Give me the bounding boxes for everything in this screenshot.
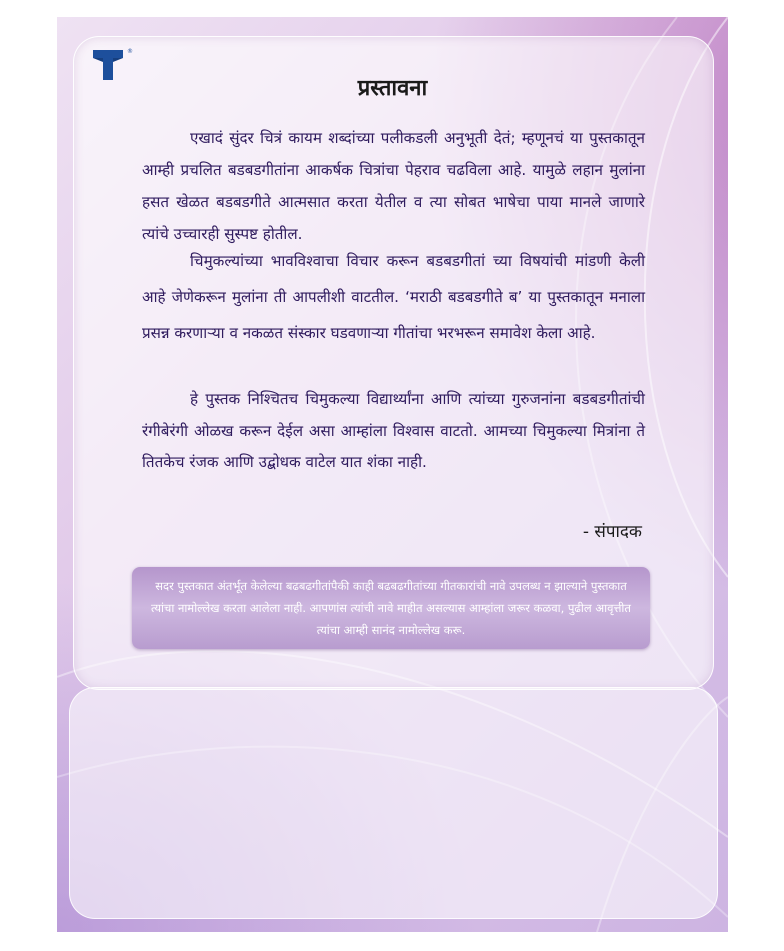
preface-paragraph-1: एखादं सुंदर चित्रं कायम शब्दांच्या पलीकडली अनुभूती देतं; म्हणूनचं या पुस्तकातून आम्ही प्रचलित बडबडगीतांना आकर्षक चित्रांचा पेहराव चढविला आहे. यामुळे लहान मुलांना हसत खेळत बडबडगीते आत्मसात करता येतील व त्या सोबत भाषेचा पाया मानले जाणारे त्यांचे उच्चारही सुस्पष्ट होतील. <box>142 129 645 243</box>
preface-paragraph-3: हे पुस्तक निश्चितच चिमुकल्या विद्यार्थ्यांना आणि त्यांच्या गुरुजनांना बडबडगीतांची रंगीबेरंगी ओळख करून देईल असा आम्हांला विश्वास वाटतो. आमच्या चिमुकल्या मित्रांना ते तितकेच रंजक आणि उद्बोधक वाटेल यात शंका नाही. <box>142 390 645 471</box>
editor-signature: - संपादक <box>582 522 642 542</box>
logo-mark: ® <box>127 48 133 55</box>
note-box <box>132 567 650 649</box>
blank-card <box>69 687 718 919</box>
note-text: सदर पुस्तकात अंतर्भूत केलेल्या बढबढगीतांपैकी काही बढबढगीतांच्या गीतकारांची नावे उपलब्ध न झाल्याने पुस्तकात त्यांचा नामोल्लेख करता आलेला नाही. आपणांस त्यांची नावे माहीत असल्यास आम्हांला जरूर कळवा, पुढील आवृत्तीत त्यांचा आम्ही सानंद नामोल्लेख करू. <box>151 579 631 637</box>
book-page <box>57 17 728 932</box>
preface-paragraph-2: चिमुकल्यांच्या भावविश्वाचा विचार करून बडबडगीतां च्या विषयांची मांडणी केली आहे जेणेकरून मुलांना ती आपलीशी वाटतील. ‘मराठी बडबडगीते ब’ या पुस्तकातून मनाला प्रसन्न करणाऱ्या व नकळत संस्कार घडवणाऱ्या गीतांचा भरभरून समावेश केला आहे. <box>142 252 645 342</box>
page-title: प्रस्तावना <box>357 76 428 101</box>
